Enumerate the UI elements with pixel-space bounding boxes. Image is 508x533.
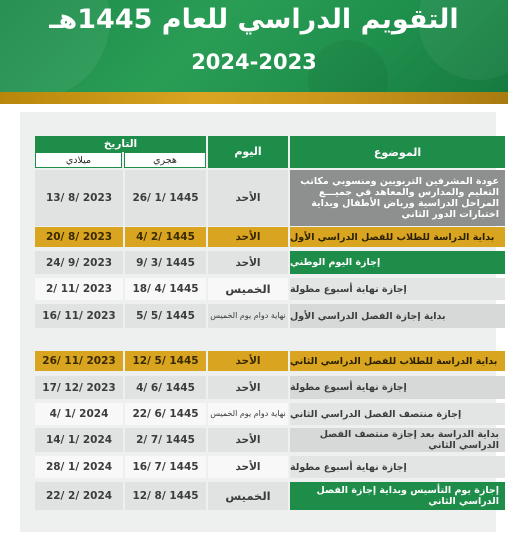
row-day: الأحد	[208, 456, 288, 478]
table-row	[33, 227, 505, 247]
row-hijri-date: 12/ 8/ 1445	[125, 482, 206, 510]
row-day: الأحد	[208, 251, 288, 274]
row-day: الأحد	[208, 351, 288, 371]
row-topic: بداية الدراسة للطلاب للفصل الدراسي الثاني	[290, 351, 505, 371]
table-row	[33, 251, 505, 274]
row-topic: عودة المشرفين التربويين ومنسوبي مكاتب التعليم والمدارس والمعاهد في جميـــع المراحل الدراسية ورياض الأطفال وبداية اختبارات الدور الثاني	[290, 170, 505, 226]
table-row	[33, 351, 505, 371]
row-topic: بداية الدراسة للطلاب للفصل الدراسي الأول	[290, 227, 505, 247]
row-gregorian-date: 14/ 1/ 2024	[35, 428, 123, 452]
row-hijri-date: 26/ 1/ 1445	[125, 170, 206, 226]
row-gregorian-date: 28/ 1/ 2024	[35, 456, 123, 478]
table-row	[33, 403, 505, 425]
row-topic: إجازة نهاية أسبوع مطولة	[290, 376, 505, 399]
row-gregorian-date: 16/ 11/ 2023	[35, 304, 123, 328]
row-day: الخميس	[208, 278, 288, 300]
table-row	[33, 428, 505, 452]
table-row	[33, 304, 505, 328]
row-hijri-date: 18/ 4/ 1445	[125, 278, 206, 300]
row-day: الأحد	[208, 428, 288, 452]
table-header-row	[33, 136, 505, 168]
row-day: الأحد	[208, 376, 288, 399]
row-day: نهاية دوام يوم الخميس	[208, 403, 288, 425]
table-row	[33, 278, 505, 300]
table-row	[33, 482, 505, 510]
header-gregorian: ميلادي	[35, 152, 122, 168]
row-hijri-date: 4/ 6/ 1445	[125, 376, 206, 399]
table-row	[33, 170, 505, 226]
table-row	[33, 376, 505, 399]
row-topic: إجازة اليوم الوطني	[290, 251, 505, 274]
page-title: التقويم الدراسي للعام 1445هـ	[49, 4, 459, 35]
page-header	[0, 0, 508, 92]
header-topic: الموضوع	[290, 136, 505, 168]
row-gregorian-date: 2/ 11/ 2023	[35, 278, 123, 300]
row-day: الأحد	[208, 170, 288, 226]
header-day: اليوم	[208, 136, 288, 168]
row-hijri-date: 9/ 3/ 1445	[125, 251, 206, 274]
header-hijri: هجري	[124, 152, 206, 168]
row-gregorian-date: 13/ 8/ 2023	[35, 170, 123, 226]
row-gregorian-date: 26/ 11/ 2023	[35, 351, 123, 371]
row-topic: بداية إجازة الفصل الدراسي الأول	[290, 304, 505, 328]
row-hijri-date: 12/ 5/ 1445	[125, 351, 206, 371]
row-gregorian-date: 4/ 1/ 2024	[35, 403, 123, 425]
row-topic: بداية الدراسة بعد إجازة منتصف الفصل الدراسي الثاني	[290, 428, 505, 452]
row-day: الأحد	[208, 227, 288, 247]
row-day: الخميس	[208, 482, 288, 510]
row-topic: إجازة منتصف الفصل الدراسي الثاني	[290, 403, 505, 425]
gold-divider	[0, 92, 508, 104]
header-date: التاريخ	[35, 136, 206, 152]
header-date-group	[35, 136, 206, 168]
row-gregorian-date: 24/ 9/ 2023	[35, 251, 123, 274]
row-hijri-date: 22/ 6/ 1445	[125, 403, 206, 425]
row-day: نهاية دوام يوم الخميس	[208, 304, 288, 328]
row-hijri-date: 5/ 5/ 1445	[125, 304, 206, 328]
row-gregorian-date: 20/ 8/ 2023	[35, 227, 123, 247]
page-subtitle: 2024-2023	[191, 50, 317, 74]
row-hijri-date: 2/ 7/ 1445	[125, 428, 206, 452]
row-topic: إجازة نهاية أسبوع مطولة	[290, 278, 505, 300]
row-gregorian-date: 17/ 12/ 2023	[35, 376, 123, 399]
row-topic: إجازة نهاية أسبوع مطولة	[290, 456, 505, 478]
row-topic: إجازة يوم التأسيس وبداية إجازة الفصل الدراسي الثاني	[290, 482, 505, 510]
table-row	[33, 456, 505, 478]
row-gregorian-date: 22/ 2/ 2024	[35, 482, 123, 510]
row-hijri-date: 4/ 2/ 1445	[125, 227, 206, 247]
row-hijri-date: 16/ 7/ 1445	[125, 456, 206, 478]
